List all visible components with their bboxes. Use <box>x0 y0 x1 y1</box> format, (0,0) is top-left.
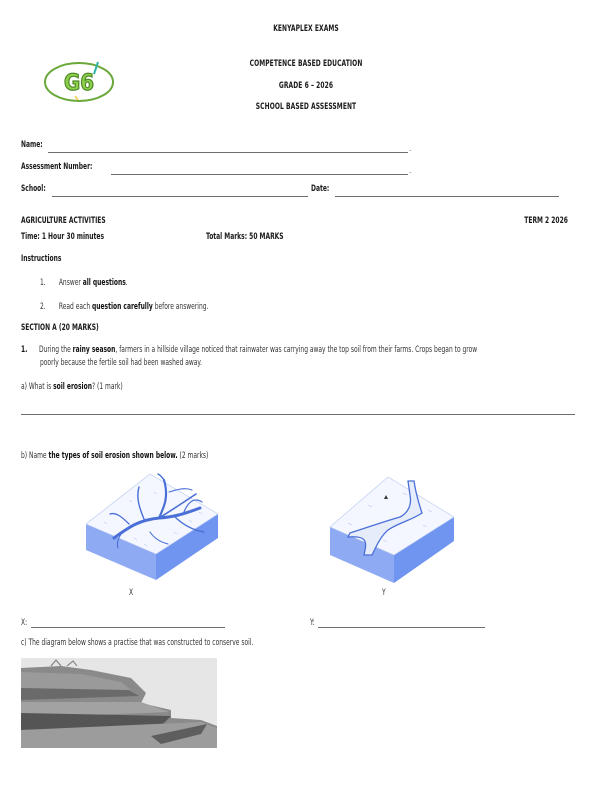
org-title: KENYAPLEX EXAMS <box>273 24 339 34</box>
section-a-title: SECTION A (20 MARKS) <box>21 323 99 333</box>
svg-text:G6: G6 <box>63 71 95 96</box>
question-bold: soil erosion <box>53 382 92 392</box>
subject-title: AGRICULTURE ACTIVITIES <box>21 216 106 226</box>
question-1-intro <box>21 345 477 355</box>
assessment-number-field[interactable] <box>111 174 408 175</box>
school-field[interactable] <box>52 196 308 197</box>
name-label: Name: <box>21 140 43 150</box>
instruction-number: 2. <box>40 302 46 312</box>
question-text: During the <box>39 345 73 355</box>
instructions-title: Instructions <box>21 254 62 264</box>
figure-y-gully-erosion <box>328 475 458 589</box>
instruction-item <box>40 302 208 312</box>
question-text: , farmers in a hillside village noticed that rainwater was carrying away the top soil from their farms. Crops began to grow <box>115 345 478 355</box>
instruction-text: Answer <box>58 278 83 288</box>
header-line-3: SCHOOL BASED ASSESSMENT <box>255 102 357 112</box>
instruction-bold: all questions <box>82 278 126 288</box>
assessment-number-label: Assessment Number: <box>21 162 93 172</box>
question-1c: c) The diagram below shows a practise that was constructed to conserve soil. <box>21 638 254 648</box>
assessment-period: . <box>409 166 412 175</box>
question-text: a) What is <box>21 382 54 392</box>
question-1-intro-line-2: poorly because the fertile soil had been washed away. <box>40 358 202 368</box>
name-period: . <box>409 144 412 153</box>
figure-x-rill-erosion <box>84 472 224 586</box>
answer-x-field[interactable] <box>31 627 225 628</box>
total-marks-label: Total Marks: 50 MARKS <box>206 232 284 242</box>
question-text: ? (1 mark) <box>91 382 123 392</box>
instruction-number: 1. <box>40 278 46 288</box>
figure-x-label: X <box>129 588 134 598</box>
instruction-bold: question carefully <box>91 302 153 312</box>
answer-1a-line[interactable] <box>21 414 575 415</box>
instruction-text: . <box>125 278 128 288</box>
erosion-block-x-icon <box>84 472 224 582</box>
name-field[interactable] <box>48 152 408 153</box>
answer-y-label: Y: <box>310 618 315 628</box>
terracing-photo <box>21 658 217 748</box>
term-label: TERM 2 2026 <box>524 216 568 226</box>
question-1a <box>21 382 123 392</box>
school-label: School: <box>21 184 46 194</box>
question-1b <box>21 451 208 461</box>
time-label: Time: 1 Hour 30 minutes <box>21 232 104 242</box>
question-bold: rainy season <box>72 345 116 355</box>
erosion-block-y-icon <box>328 475 458 585</box>
date-field[interactable] <box>335 196 559 197</box>
question-bold: the types of soil erosion shown below. <box>48 451 178 461</box>
question-number: 1. <box>21 345 28 355</box>
question-text: b) Name <box>21 451 49 461</box>
figure-y-label: Y <box>382 588 386 598</box>
question-text: (2 marks) <box>177 451 209 461</box>
answer-x-label: X: <box>21 618 28 628</box>
date-label: Date: <box>311 184 330 194</box>
instruction-text: Read each <box>58 302 92 312</box>
header-line-1: COMPETENCE BASED EDUCATION <box>249 59 363 69</box>
answer-y-field[interactable] <box>318 627 485 628</box>
header-line-2: GRADE 6 – 2026 <box>278 81 334 91</box>
terraces-image-icon <box>21 658 217 748</box>
instruction-text: before answering. <box>152 302 209 312</box>
instruction-item <box>40 278 128 288</box>
